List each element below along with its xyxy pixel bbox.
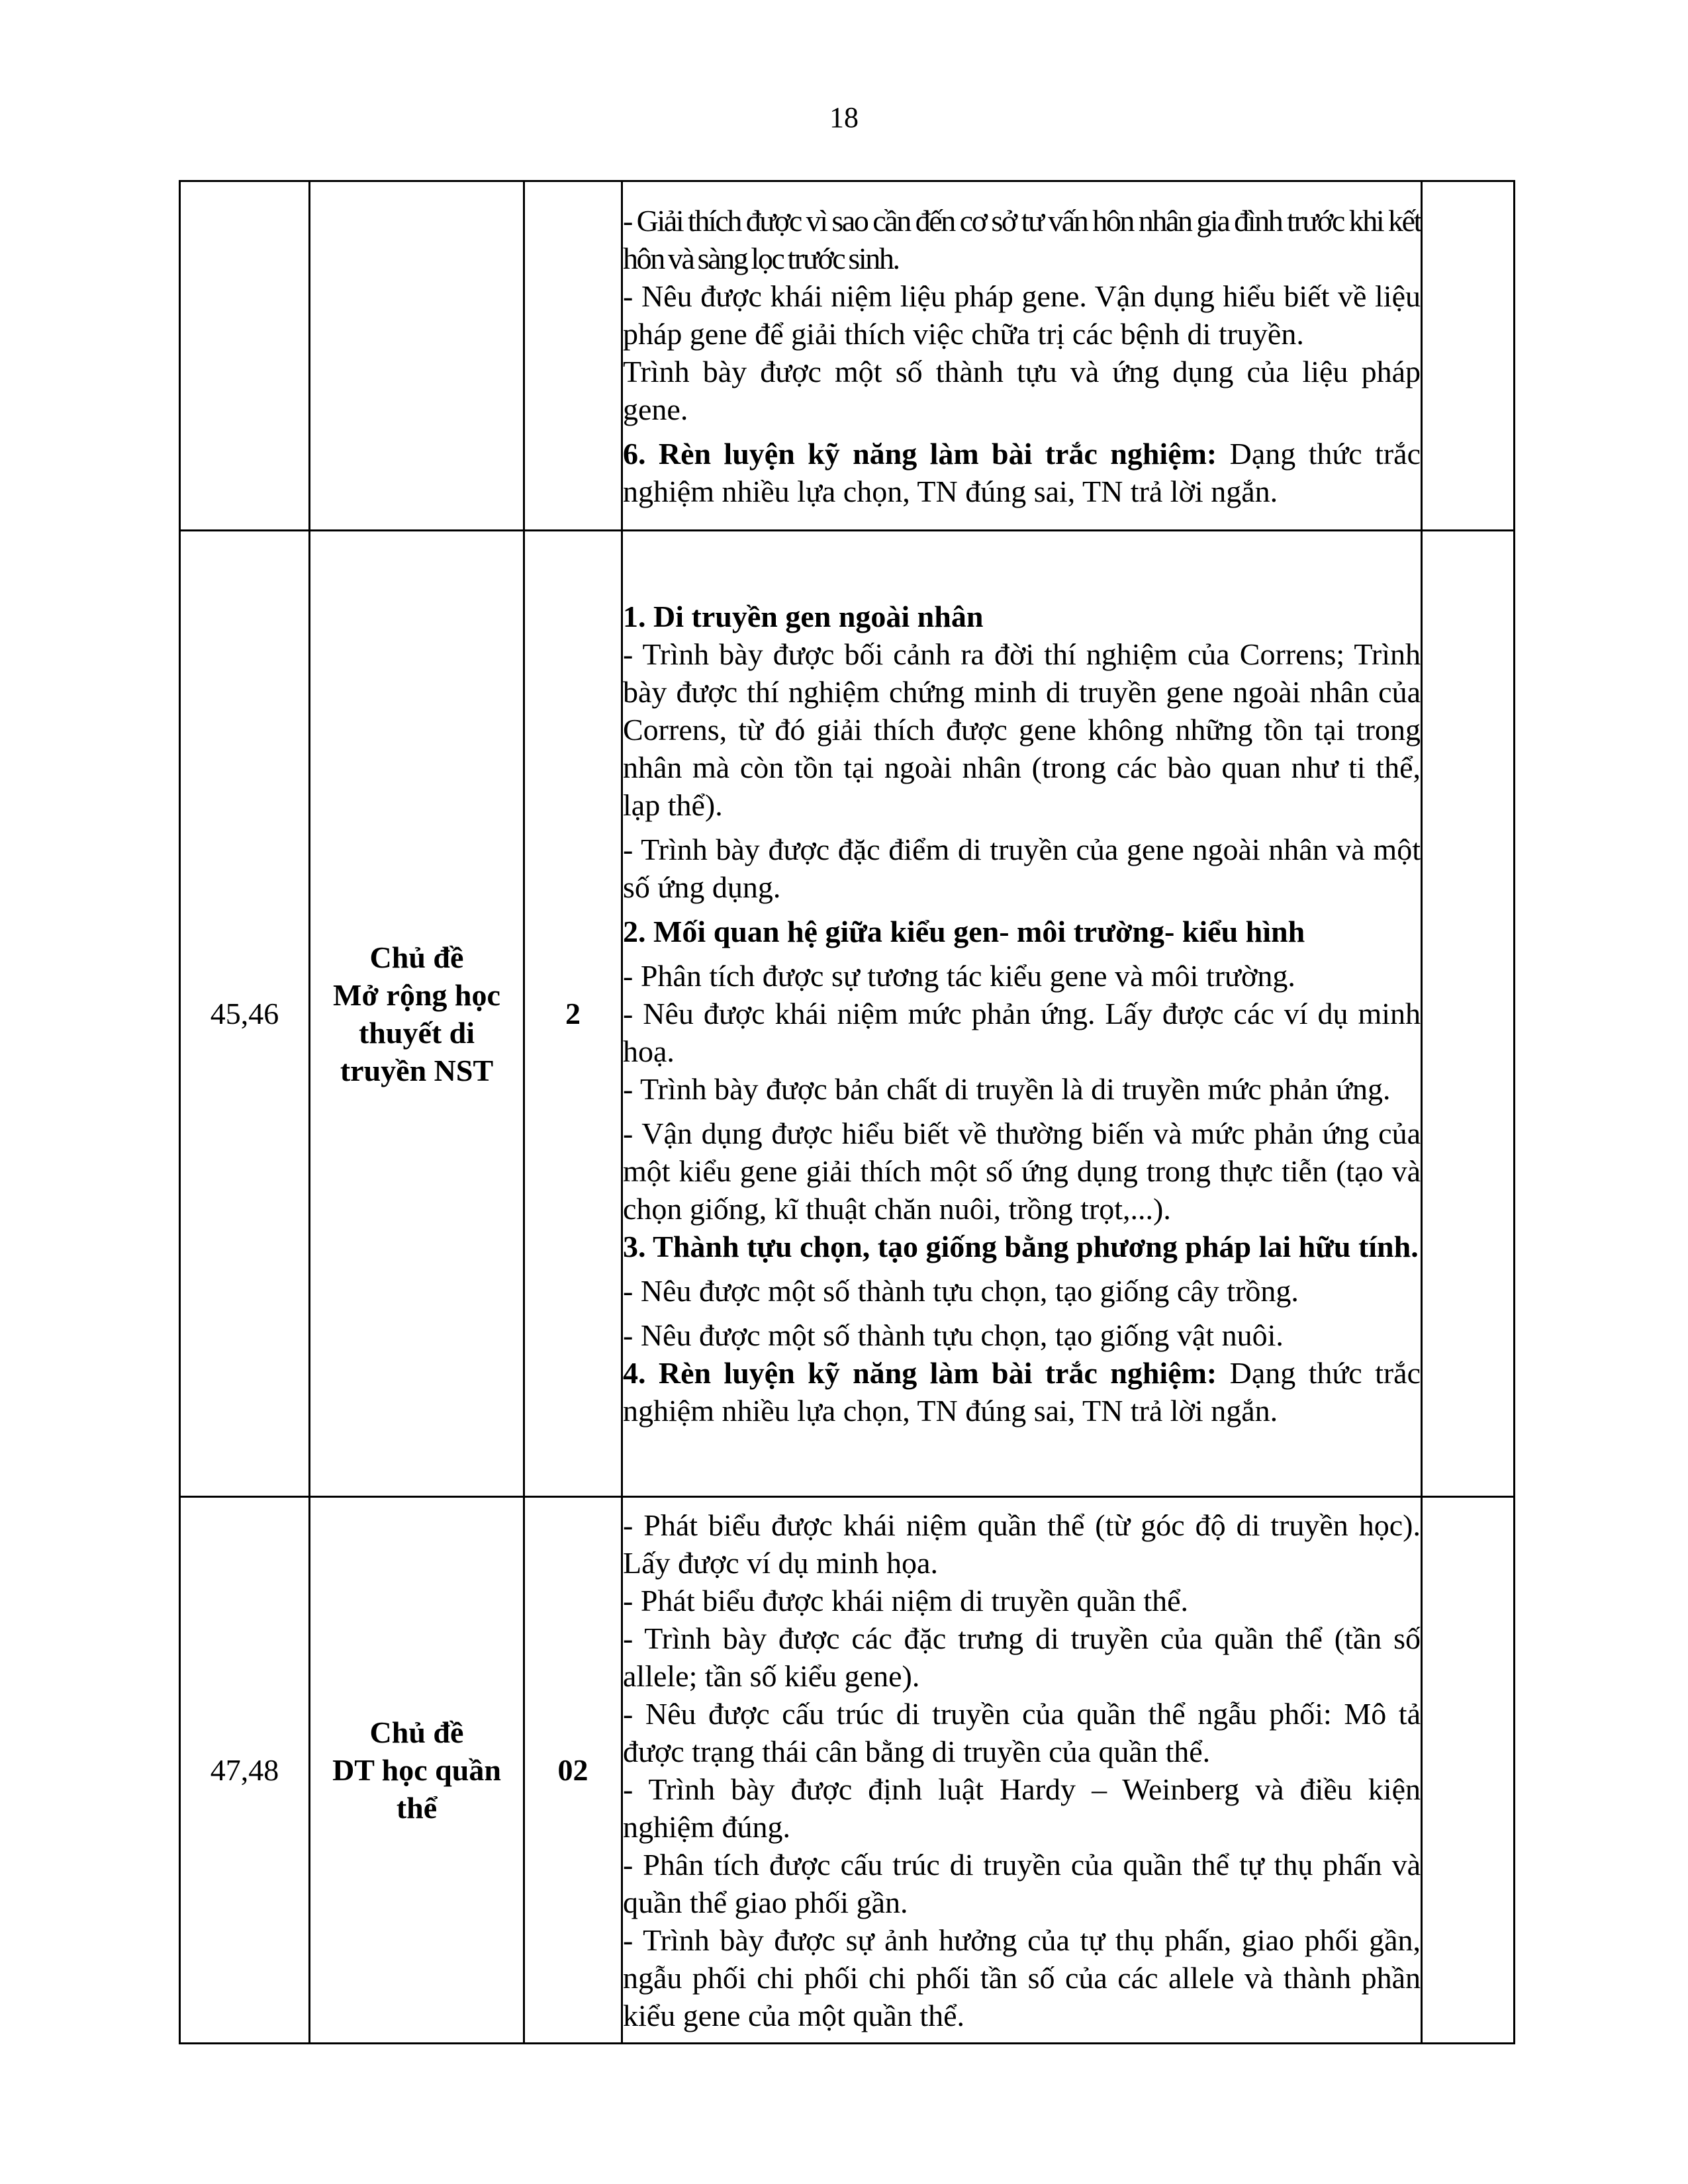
objective-text: Trình bày được một số thành tựu và ứng dụng của liệu pháp gene. [623, 354, 1421, 426]
objective-line [623, 435, 1421, 510]
objective-line [623, 1506, 1421, 1582]
objective-line [623, 1846, 1421, 1921]
objective-line [623, 598, 1421, 635]
section-heading: 4. Rèn luyện kỹ năng làm bài trắc nghiệm: [623, 1356, 1217, 1390]
objective-text: - Vận dụng được hiểu biết về thường biến và mức phản ứng của một kiểu gene giải thích một số ứng dụng trong thực tiễn (tạo và chọn giống, kĩ thuật chăn nuôi, trồng trọt,...). [623, 1116, 1421, 1226]
objective-text: - Trình bày được đặc điểm di truyền của gene ngoài nhân và một số ứng dụng. [623, 833, 1421, 904]
objective-line [623, 1770, 1421, 1846]
objective-text: Dạng thức trắc nghiệm nhiều lựa chọn, TN đúng sai, TN trả lời ngắn. [623, 436, 1421, 508]
objective-text: - Phát biểu được khái niệm di truyền quần thể. [623, 1583, 1189, 1617]
topic-cell [310, 1497, 524, 2044]
objective-text: - Nêu được khái niệm mức phản ứng. Lấy được các ví dụ minh hoạ. [623, 997, 1421, 1068]
objective-line [623, 1582, 1421, 1619]
objective-line [623, 1695, 1421, 1770]
topic-cell [310, 531, 524, 1497]
lesson-count-cell: 2 [524, 531, 622, 1497]
lesson-plan-table [179, 180, 1515, 2044]
page-number: 18 [829, 101, 859, 134]
objective-text: - Phân tích được cấu trúc di truyền của quần thể tự thụ phấn và quần thể giao phối gần. [623, 1847, 1421, 1919]
objective-line [623, 1228, 1421, 1265]
topic-line: thuyết di [358, 1015, 475, 1050]
objective-text: - Trình bày được các đặc trưng di truyền của quần thể (tần số allele; tần số kiểu gene). [623, 1621, 1421, 1693]
objective-line [623, 1619, 1421, 1695]
topic-line: Chủ đề [369, 940, 464, 974]
period-cell: 45,46 [180, 531, 310, 1497]
objective-text: - Phát biểu được khái niệm quần thể (từ góc độ di truyền học). Lấy được ví dụ minh họa. [623, 1508, 1421, 1580]
topic-line: truyền NST [340, 1053, 494, 1087]
objective-text: - Nêu được một số thành tựu chọn, tạo giống cây trồng. [623, 1274, 1299, 1308]
notes-cell [1422, 181, 1515, 531]
objective-text: - Trình bày được định luật Hardy – Weinberg và điều kiện nghiệm đúng. [623, 1772, 1421, 1844]
lesson-count-cell [524, 181, 622, 531]
objective-line [623, 1354, 1421, 1430]
topic-line: Mở rộng học [333, 978, 500, 1012]
objective-line [623, 913, 1421, 950]
objective-line [623, 1272, 1421, 1310]
objective-text: Dạng thức trắc nghiệm nhiều lựa chọn, TN đúng sai, TN trả lời ngắn. [623, 1356, 1421, 1428]
objective-line [623, 1316, 1421, 1354]
section-heading: 2. Mối quan hệ giữa kiểu gen- môi trường- kiểu hình [623, 915, 1305, 948]
topic-line: DT học quần [332, 1753, 501, 1787]
objective-line [623, 1070, 1421, 1108]
objective-text: - Trình bày được bối cảnh ra đời thí nghiệm của Correns; Trình bày được thí nghiệm chứng minh di truyền gene ngoài nhân của Correns, từ đó giải thích được gene không những tồn tại trong nhân mà còn tồn tại ngoài nhân (trong các bào quan như ti thể, lạp thể). [623, 637, 1421, 822]
objective-text: - Giải thích được vì sao cần đến cơ sở tư vấn hôn nhân gia đình trước khi kết hôn và sàng lọc trước sinh. [623, 203, 1421, 275]
objectives-cell [622, 181, 1422, 531]
topic-line: thể [396, 1791, 438, 1825]
objective-text: - Nêu được một số thành tựu chọn, tạo giống vật nuôi. [623, 1318, 1284, 1352]
topic-line: Chủ đề [369, 1715, 464, 1749]
table-row [180, 181, 1515, 531]
section-heading: 3. Thành tựu chọn, tạo giống bằng phương pháp lai hữu tính. [623, 1230, 1419, 1263]
objectives-cell [622, 1497, 1422, 2044]
objective-line [623, 957, 1421, 995]
objectives-cell [622, 531, 1422, 1497]
topic-cell [310, 181, 524, 531]
notes-cell [1422, 531, 1515, 1497]
objective-text: - Trình bày được sự ảnh hưởng của tự thụ phấn, giao phối gần, ngẫu phối chi phối chi phối tần số của các allele và thành phần kiểu gene của một quần thể. [623, 1923, 1421, 2032]
objective-line [623, 635, 1421, 824]
period-cell [180, 181, 310, 531]
lesson-count-cell: 02 [524, 1497, 622, 2044]
objective-line [623, 995, 1421, 1070]
section-heading: 6. Rèn luyện kỹ năng làm bài trắc nghiệm: [623, 436, 1217, 471]
objective-line [623, 353, 1421, 428]
objective-line [623, 1921, 1421, 2034]
objective-line [623, 277, 1421, 353]
table-row [180, 531, 1515, 1497]
objective-line [623, 831, 1421, 906]
objective-line [623, 202, 1421, 277]
table-row [180, 1497, 1515, 2044]
notes-cell [1422, 1497, 1515, 2044]
objective-line [623, 1115, 1421, 1228]
objective-text: - Nêu được cấu trúc di truyền của quần thể ngẫu phối: Mô tả được trạng thái cân bằng di truyền của quần thể. [623, 1696, 1421, 1768]
objective-text: - Phân tích được sự tương tác kiểu gene và môi trường. [623, 959, 1295, 993]
objective-text: - Trình bày được bản chất di truyền là di truyền mức phản ứng. [623, 1072, 1391, 1106]
objective-text: - Nêu được khái niệm liệu pháp gene. Vận dụng hiểu biết về liệu pháp gene để giải thích việc chữa trị các bệnh di truyền. [623, 279, 1421, 351]
period-cell: 47,48 [180, 1497, 310, 2044]
section-heading: 1. Di truyền gen ngoài nhân [623, 600, 984, 633]
